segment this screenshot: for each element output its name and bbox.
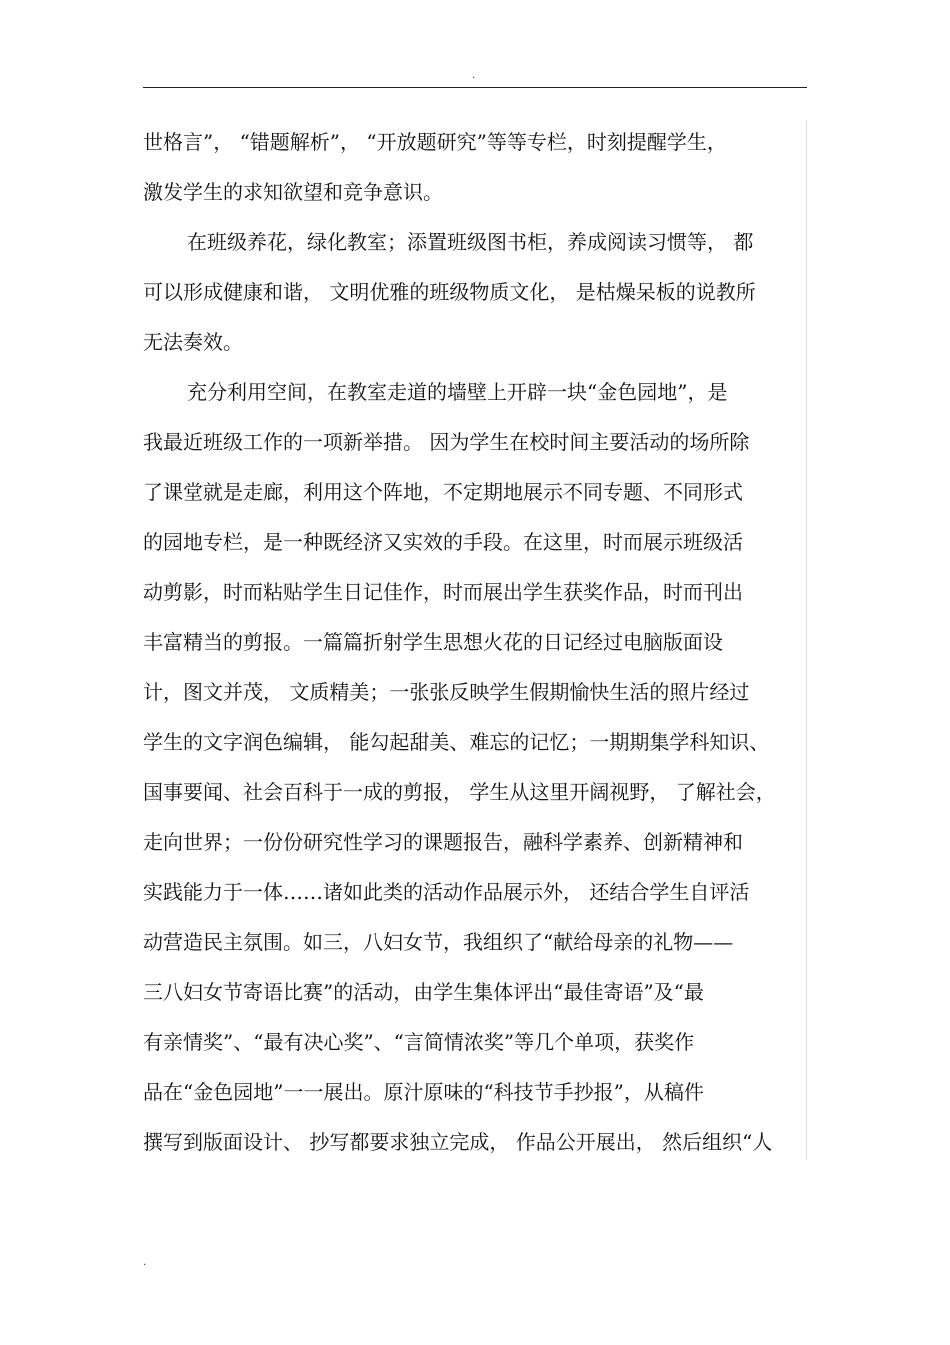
paragraph-first-line: 充分利用空间，在教室走道的墙壁上开辟一块“金色园地”，是	[187, 380, 728, 404]
paragraph-first-line: 在班级养花，绿化教室；添置班级图书柜，养成阅读习惯等， 都	[187, 230, 754, 254]
text-line: 国事要闻、社会百科于一成的剪报， 学生从这里开阔视野， 了解社会，	[143, 780, 776, 804]
text-line: 撰写到版面设计、 抄写都要求独立完成， 作品公开展出， 然后组织“人	[143, 1130, 773, 1154]
text-line: 有亲情奖”、“最有决心奖”、“言简情浓奖”等几个单项，获奖作	[143, 1030, 695, 1054]
header-mark: .	[472, 70, 476, 81]
text-line: 激发学生的求知欲望和竞争意识。	[143, 180, 443, 204]
text-line: 实践能力于一体……诸如此类的活动作品展示外， 还结合学生自评活	[143, 880, 750, 904]
text-line: 走向世界；一份份研究性学习的课题报告，融科学素养、创新精神和	[143, 830, 743, 854]
text-line: 了课堂就是走廊，利用这个阵地，不定期地展示不同专题、不同形式	[143, 480, 743, 504]
text-line: 我最近班级工作的一项新举措。 因为学生在校时间主要活动的场所除	[143, 430, 750, 454]
text-line: 世格言”， “错题解析”， “开放题研究”等等专栏，时刻提醒学生，	[143, 130, 727, 154]
text-line: 可以形成健康和谐， 文明优雅的班级物质文化， 是枯燥呆板的说教所	[143, 280, 756, 304]
text-line: 无法奏效。	[143, 330, 243, 354]
text-line: 品在“金色园地”一一展出。原汁原味的“科技节手抄报”，从稿件	[143, 1080, 704, 1104]
text-line: 三八妇女节寄语比赛”的活动，由学生集体评出“最佳寄语”及“最	[143, 980, 704, 1004]
text-line: 计，图文并茂， 文质精美；一张张反映学生假期愉快生活的照片经过	[143, 680, 750, 704]
text-line: 学生的文字润色编辑， 能勾起甜美、难忘的记忆；一期期集学科知识、	[143, 730, 770, 754]
header-rule	[143, 87, 807, 88]
text-line: 的园地专栏，是一种既经济又实效的手段。在这里，时而展示班级活	[143, 530, 743, 554]
text-line: 动剪影，时而粘贴学生日记佳作，时而展出学生获奖作品，时而刊出	[143, 580, 743, 604]
text-line: 动营造民主氛围。如三，八妇女节，我组织了“献给母亲的礼物——	[143, 930, 734, 954]
text-line: 丰富精当的剪报。一篇篇折射学生思想火花的日记经过电脑版面设	[143, 630, 723, 654]
footer-mark: .	[143, 1257, 147, 1268]
